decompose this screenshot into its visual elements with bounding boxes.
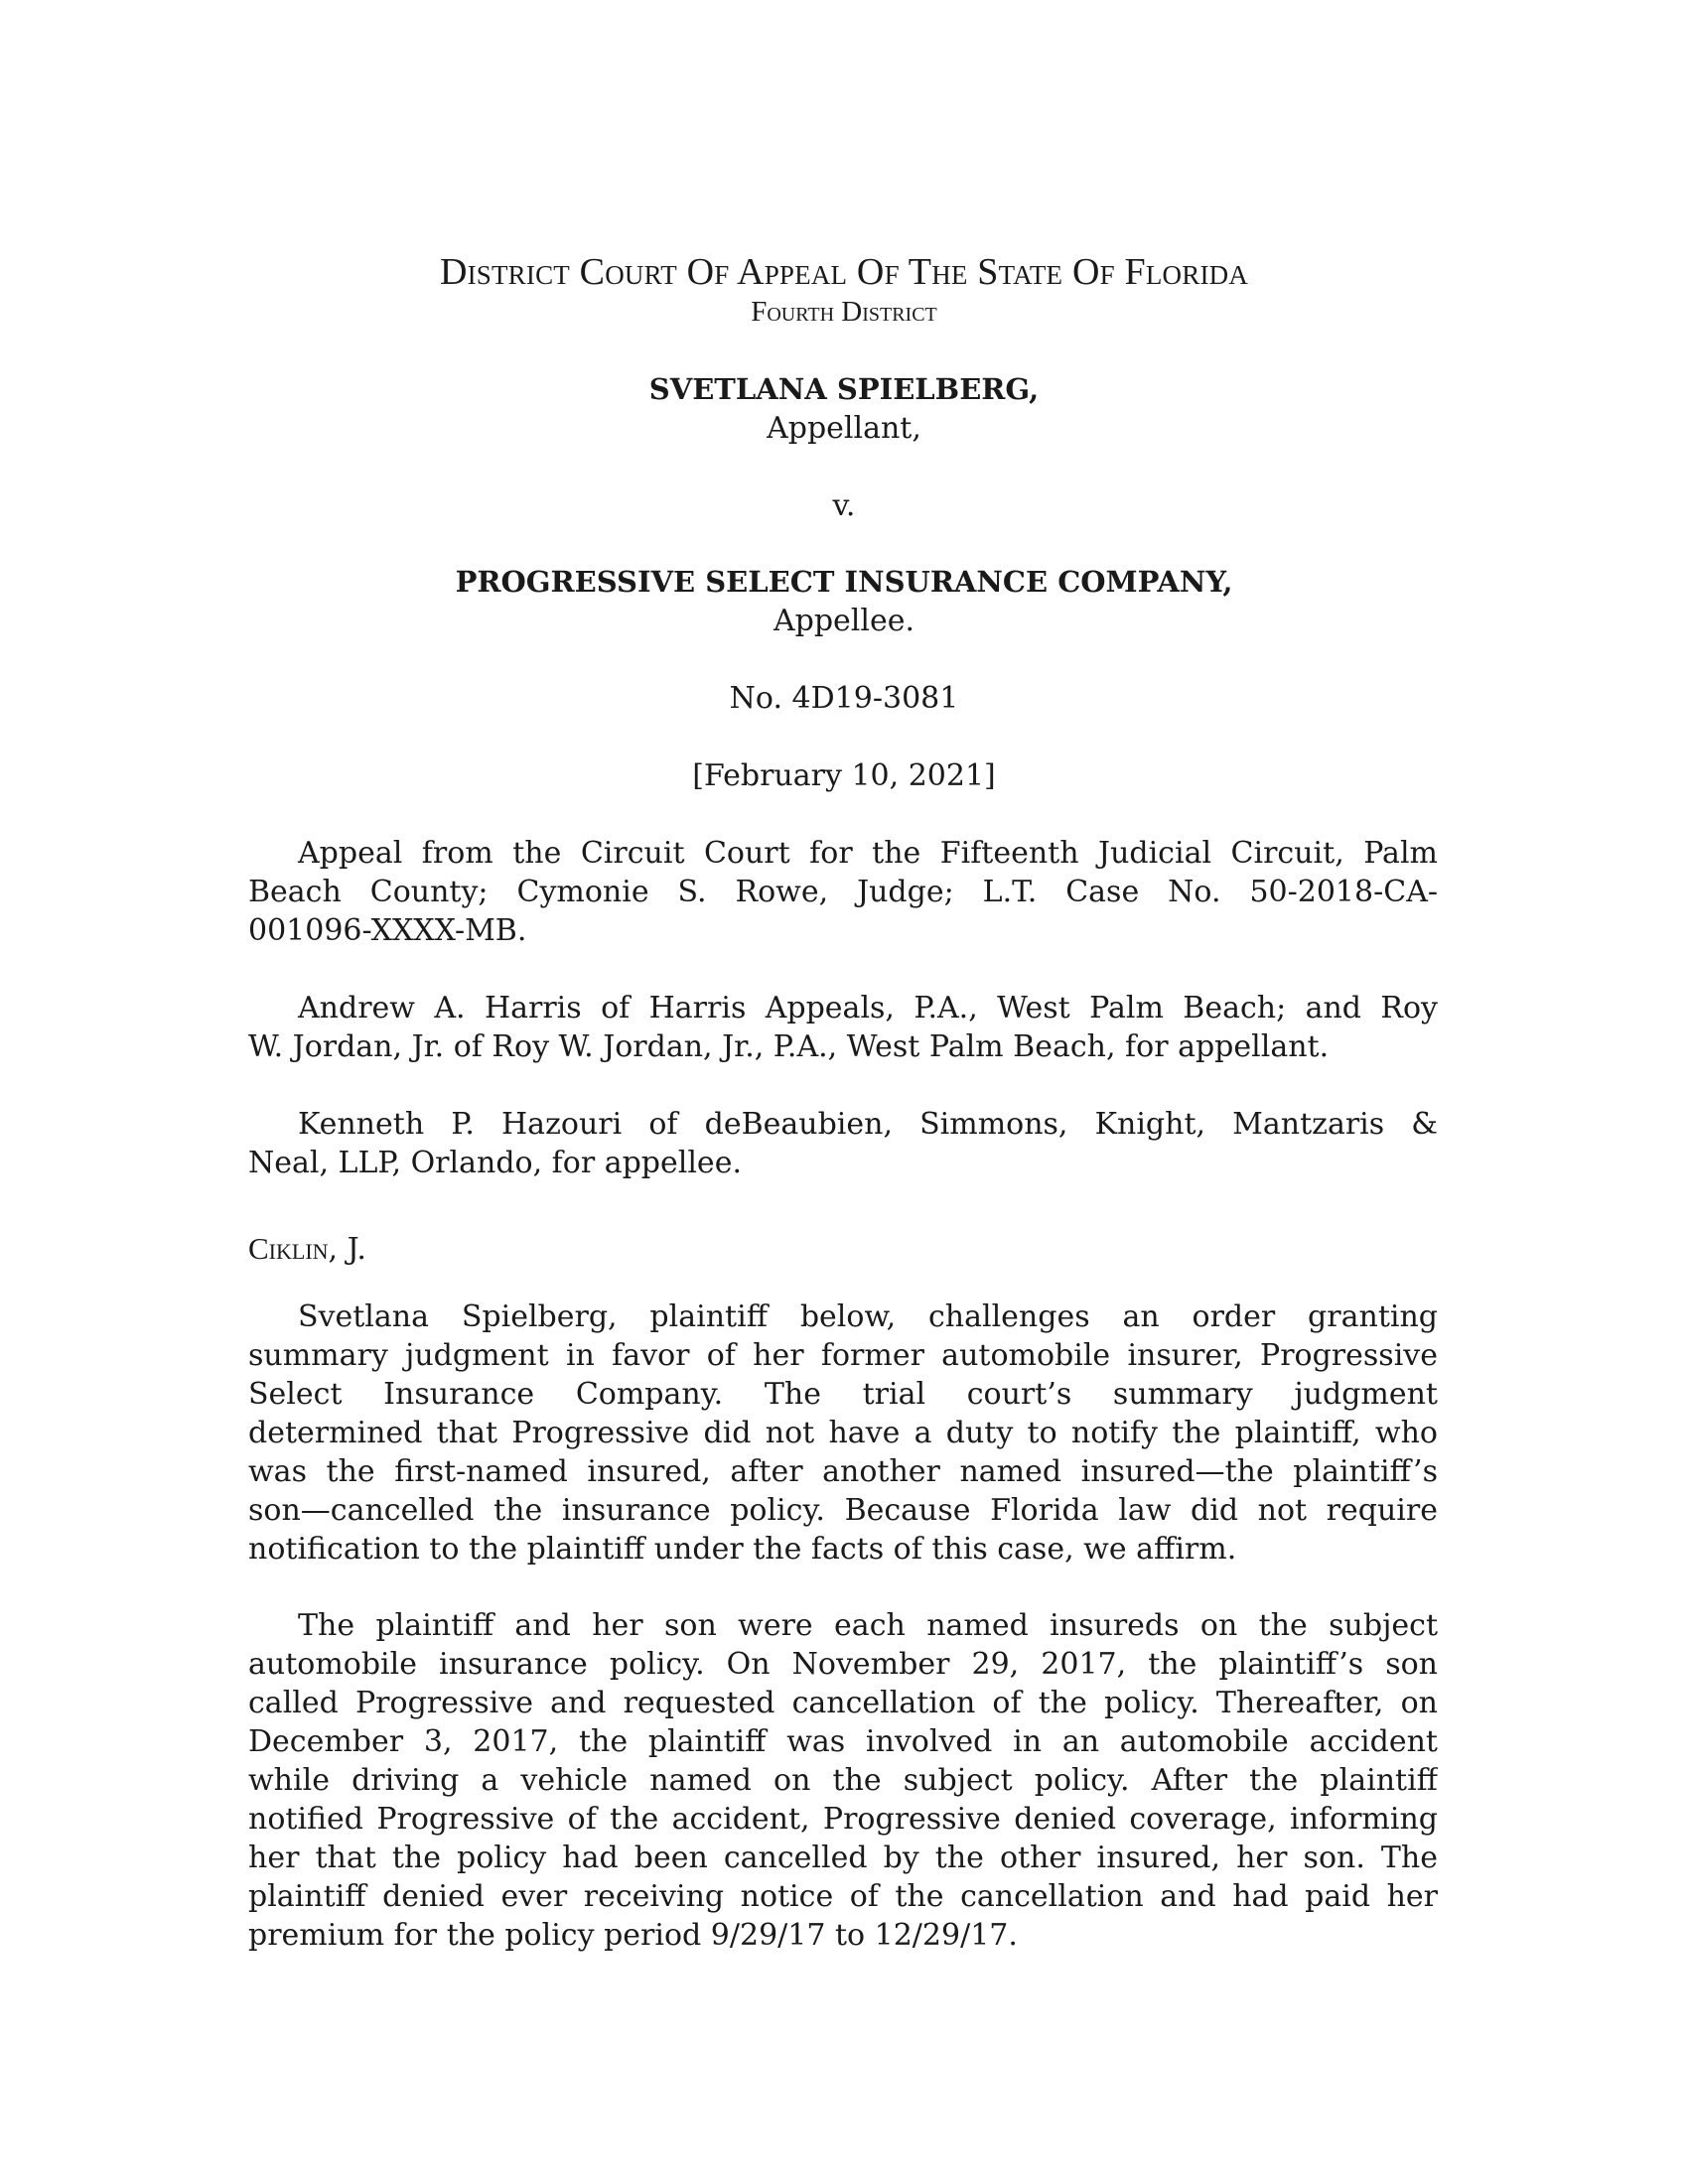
text-line: notified Progressive of the accident, Progressive denied coverage, informing xyxy=(248,1802,1438,1837)
text-line: The plaintiff and her son were each named insureds on the subject xyxy=(298,1608,1438,1643)
text-line: Appeal from the Circuit Court for the Fifteenth Judicial Circuit, Palm xyxy=(298,836,1438,871)
text-line: summary judgment in favor of her former automobile insurer, Progressive xyxy=(248,1338,1438,1373)
versus: v. xyxy=(832,488,856,523)
text-line: premium for the policy period 9/29/17 to 12/29/17. xyxy=(248,1918,1018,1953)
text-line: called Progressive and requested cancellation of the policy. Thereafter, on xyxy=(248,1686,1438,1720)
text-line: plaintiff denied ever receiving notice of the cancellation and had paid her xyxy=(248,1879,1438,1914)
opinion-author xyxy=(248,1231,366,1267)
district-name: Fourth District xyxy=(751,296,937,328)
text-line: Select Insurance Company. The trial court’s summary judgment xyxy=(248,1377,1438,1412)
case-number: No. 4D19-3081 xyxy=(729,681,959,716)
text-line: determined that Progressive did not have a duty to notify the plaintiff, who xyxy=(248,1416,1438,1450)
appellant-role: Appellant, xyxy=(767,411,921,446)
appellant-name: SVETLANA SPIELBERG, xyxy=(648,372,1040,406)
text-line: son—cancelled the insurance policy. Because Florida law did not require xyxy=(248,1493,1438,1528)
text-line: Neal, LLP, Orlando, for appellee. xyxy=(248,1146,742,1180)
text-line: was the first-named insured, after another named insured—the plaintiff’s xyxy=(248,1454,1438,1489)
appeal-from-paragraph xyxy=(248,834,1438,950)
opinion-paragraph-2 xyxy=(248,1606,1438,1955)
text-line: notification to the plaintiff under the facts of this case, we affirm. xyxy=(248,1532,1237,1567)
opinion-paragraph-1 xyxy=(248,1297,1438,1569)
appellee-role: Appellee. xyxy=(773,604,915,638)
text-line: Beach County; Cymonie S. Rowe, Judge; L.T. Case No. 50-2018-CA- xyxy=(248,875,1438,909)
court-name: District Court Of Appeal Of The State Of Florida xyxy=(439,251,1249,293)
counsel-appellant-paragraph xyxy=(248,989,1438,1066)
text-line: Kenneth P. Hazouri of deBeaubien, Simmons, Knight, Mantzaris & xyxy=(298,1107,1438,1142)
text-line: her that the policy had been cancelled by the other insured, her son. The xyxy=(248,1841,1438,1875)
text-line: Svetlana Spielberg, plaintiff below, challenges an order granting xyxy=(298,1299,1438,1334)
counsel-appellee-paragraph xyxy=(248,1105,1438,1182)
text-line: December 3, 2017, the plaintiff was involved in an automobile accident xyxy=(248,1724,1438,1759)
author-suffix: , J. xyxy=(328,1232,366,1267)
text-line: W. Jordan, Jr. of Roy W. Jordan, Jr., P.A., West Palm Beach, for appellant. xyxy=(248,1029,1330,1064)
text-line: 001096-XXXX-MB. xyxy=(248,913,527,948)
text-line: Andrew A. Harris of Harris Appeals, P.A., West Palm Beach; and Roy xyxy=(298,991,1438,1025)
appellee-name: PROGRESSIVE SELECT INSURANCE COMPANY, xyxy=(455,565,1233,599)
text-line: while driving a vehicle named on the subject policy. After the plaintiff xyxy=(248,1763,1438,1798)
decision-date: [February 10, 2021] xyxy=(692,758,996,793)
text-line: automobile insurance policy. On November 29, 2017, the plaintiff’s son xyxy=(248,1647,1438,1682)
author-name: Ciklin xyxy=(248,1231,329,1266)
